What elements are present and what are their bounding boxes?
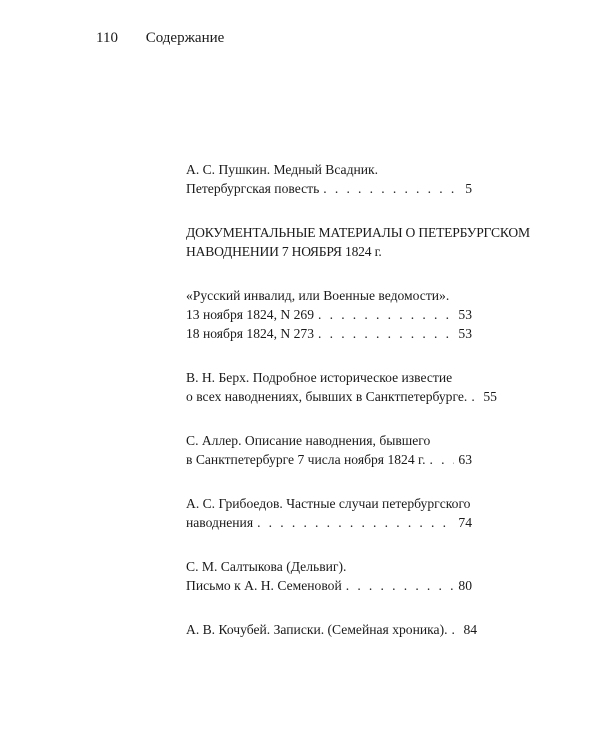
toc-line	[186, 160, 472, 179]
toc-entry-title: А. В. Кочубей. Записки. (Семейная хроника).	[186, 622, 448, 637]
toc-page-number: 5	[465, 181, 472, 196]
toc-entry-title: С. М. Салтыкова (Дельвиг).	[186, 559, 347, 574]
toc-entry-title: Письмо к А. Н. Семеновой	[186, 578, 342, 593]
toc-entry-title: «Русский инвалид, или Военные ведомости».	[186, 288, 450, 303]
toc-entry-title: в Санктпетербурге 7 числа ноября 1824 г.	[186, 452, 426, 467]
toc-page-number: 53	[458, 307, 472, 322]
dot-leader	[452, 620, 460, 639]
toc-entry-title: наводнения	[186, 515, 254, 530]
toc-line	[186, 223, 530, 242]
toc-section-heading	[186, 223, 530, 261]
toc-line	[186, 387, 497, 406]
running-head	[96, 30, 224, 47]
section-heading-line: НАВОДНЕНИИ 7 НОЯБРЯ 1824 г.	[186, 244, 382, 259]
dot-leader	[346, 576, 455, 595]
toc-page-number: 63	[458, 452, 472, 467]
dot-leader	[323, 179, 461, 198]
toc-entry-title: А. С. Пушкин. Медный Всадник.	[186, 162, 379, 177]
toc-entry-title: 13 ноября 1824, N 269	[186, 307, 315, 322]
section-heading-line: ДОКУМЕНТАЛЬНЫЕ МАТЕРИАЛЫ О ПЕТЕРБУРГСКОМ	[186, 225, 530, 240]
toc-entry-russky-invalid	[186, 286, 472, 343]
toc-line	[186, 368, 472, 387]
toc-entry-title: С. Аллер. Описание наводнения, бывшего	[186, 433, 431, 448]
toc-entry-title: 18 ноября 1824, N 273	[186, 326, 315, 341]
toc-entry-title: В. Н. Берх. Подробное историческое известие	[186, 370, 453, 385]
toc-entry-kochubey	[186, 620, 478, 639]
toc-page-number: 55	[483, 389, 497, 404]
toc-page-number: 84	[463, 622, 478, 637]
toc-line	[186, 179, 472, 198]
toc-entry-title: Петербургская повесть	[186, 181, 320, 196]
toc-line	[186, 431, 472, 450]
toc-line	[186, 324, 472, 343]
toc-entry-aller	[186, 431, 472, 469]
toc-entry-berkh	[186, 368, 497, 406]
toc-page-number: 80	[458, 578, 472, 593]
page-number: 110	[96, 30, 118, 46]
toc-line	[186, 557, 472, 576]
dot-leader	[318, 305, 454, 324]
dot-leader	[471, 387, 479, 406]
toc-line	[186, 242, 472, 261]
toc-entry-title: А. С. Грибоедов. Частные случаи петербургского	[186, 496, 471, 511]
toc-line	[186, 513, 472, 532]
toc-line	[186, 494, 472, 513]
toc-line	[186, 620, 478, 639]
toc-entry-griboedov	[186, 494, 472, 532]
toc-line	[186, 305, 472, 324]
toc-page-number: 74	[458, 515, 472, 530]
dot-leader	[429, 450, 454, 469]
toc-line	[186, 450, 472, 469]
toc-entry-title: о всех наводнениях, бывших в Санктпетербурге.	[186, 389, 468, 404]
toc-line	[186, 576, 472, 595]
dot-leader	[318, 324, 454, 343]
dot-leader	[257, 513, 454, 532]
section-title: Содержание	[145, 30, 225, 46]
table-of-contents	[186, 160, 530, 664]
toc-page-number: 53	[458, 326, 472, 341]
toc-entry-saltykova	[186, 557, 472, 595]
toc-line	[186, 286, 472, 305]
toc-entry-pushkin	[186, 160, 472, 198]
